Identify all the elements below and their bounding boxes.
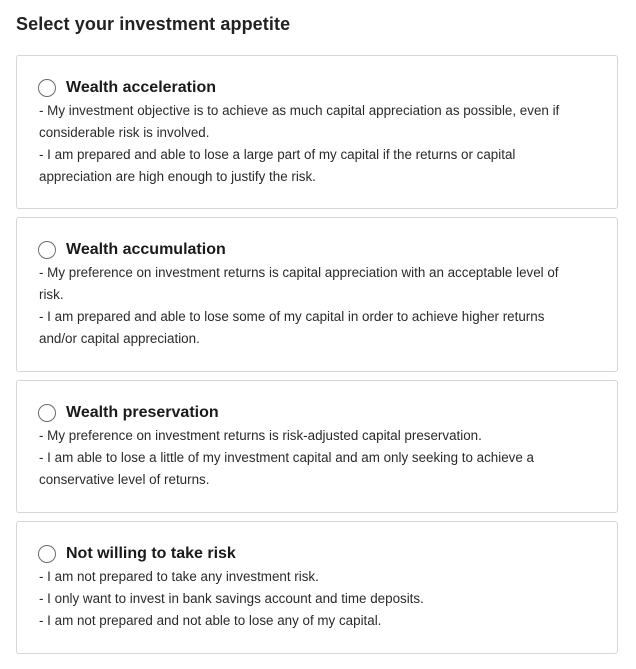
- description-line: and/or capital appreciation.: [39, 331, 200, 346]
- option-card-wealth-preservation[interactable]: [16, 380, 618, 513]
- radio-button[interactable]: [38, 241, 56, 259]
- description-line: - I am prepared and able to lose a large part of my capital if the returns or capital: [39, 147, 516, 162]
- option-description: [39, 566, 603, 632]
- option-title: Wealth accumulation: [66, 241, 226, 258]
- option-header: [38, 543, 617, 565]
- description-line: - My preference on investment returns is risk-adjusted capital preservation.: [39, 428, 482, 443]
- option-title: Wealth acceleration: [66, 79, 216, 96]
- description-line: - I am not prepared and not able to lose any of my capital.: [39, 613, 382, 628]
- option-title: Wealth preservation: [66, 404, 219, 421]
- option-card-not-willing-to-take-risk[interactable]: [16, 521, 618, 654]
- option-title: Not willing to take risk: [66, 545, 236, 562]
- option-description: [39, 425, 603, 491]
- description-line: - I am not prepared to take any investment risk.: [39, 569, 319, 584]
- description-line: - I only want to invest in bank savings account and time deposits.: [39, 591, 424, 606]
- option-card-wealth-acceleration[interactable]: [16, 55, 618, 209]
- description-line: - My preference on investment returns is capital appreciation with an acceptable level of: [39, 265, 559, 280]
- radio-button[interactable]: [38, 545, 56, 563]
- radio-button[interactable]: [38, 404, 56, 422]
- description-line: appreciation are high enough to justify the risk.: [39, 169, 316, 184]
- option-card-wealth-accumulation[interactable]: [16, 217, 618, 372]
- option-header: [38, 77, 617, 99]
- description-line: conservative level of returns.: [39, 472, 210, 487]
- description-line: - My investment objective is to achieve as much capital appreciation as possible, even if: [39, 103, 560, 118]
- option-description: [39, 262, 603, 350]
- page-title: Select your investment appetite: [16, 14, 291, 34]
- description-line: - I am prepared and able to lose some of my capital in order to achieve higher returns: [39, 309, 545, 324]
- option-header: [38, 239, 617, 261]
- option-description: [39, 100, 603, 188]
- radio-button[interactable]: [38, 79, 56, 97]
- description-line: considerable risk is involved.: [39, 125, 210, 140]
- description-line: risk.: [39, 287, 64, 302]
- option-header: [38, 402, 617, 424]
- description-line: - I am able to lose a little of my investment capital and am only seeking to achieve a: [39, 450, 534, 465]
